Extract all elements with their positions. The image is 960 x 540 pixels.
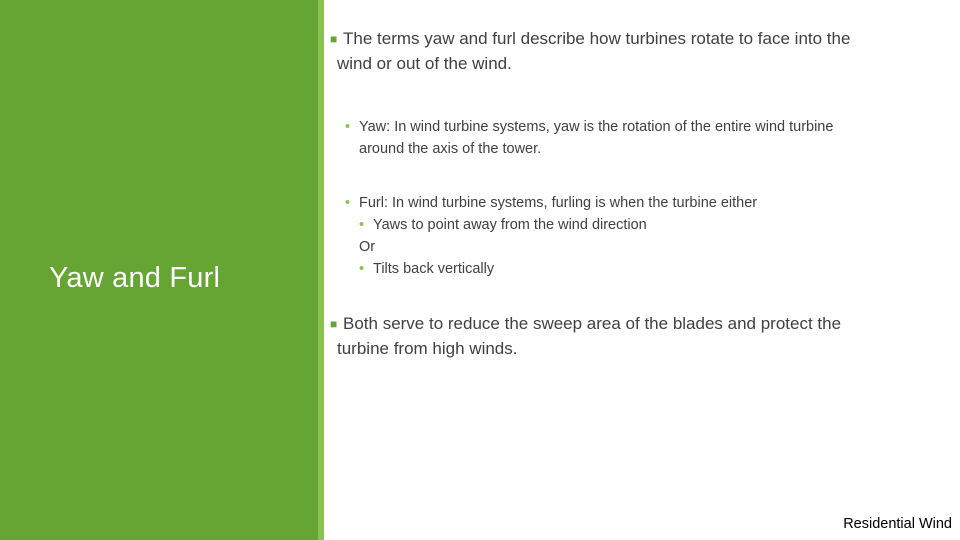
furl-option2: Tilts back vertically: [373, 261, 495, 277]
dot-bullet-icon: •: [359, 217, 365, 233]
yaw-line1: Yaw: In wind turbine systems, yaw is the rotation of the entire wind turbine: [359, 119, 834, 135]
furl-line1: Furl: In wind turbine systems, furling is when the turbine either: [359, 195, 758, 211]
intro-paragraph: [330, 27, 850, 76]
furl-option1: Yaws to point away from the wind direction: [373, 217, 647, 233]
intro-line1: The terms yaw and furl describe how turbines rotate to face into the: [343, 29, 851, 48]
conclusion-line2: turbine from high winds.: [337, 339, 518, 358]
dot-bullet-icon: •: [359, 261, 365, 277]
conclusion-paragraph: [330, 312, 841, 361]
conclusion-line1: Both serve to reduce the sweep area of the blades and protect the: [343, 314, 842, 333]
dot-bullet-icon: •: [345, 119, 351, 135]
furl-paragraph: [345, 192, 757, 280]
yaw-line2: around the axis of the tower.: [359, 141, 542, 157]
yaw-paragraph: [345, 116, 833, 160]
square-bullet-icon: ■: [330, 32, 338, 46]
slide-footer: Residential Wind: [843, 516, 952, 532]
intro-line2: wind or out of the wind.: [337, 54, 512, 73]
furl-or: Or: [359, 239, 376, 255]
slide-title: Yaw and Furl: [49, 262, 221, 294]
dot-bullet-icon: •: [345, 195, 351, 211]
square-bullet-icon: ■: [330, 317, 338, 331]
